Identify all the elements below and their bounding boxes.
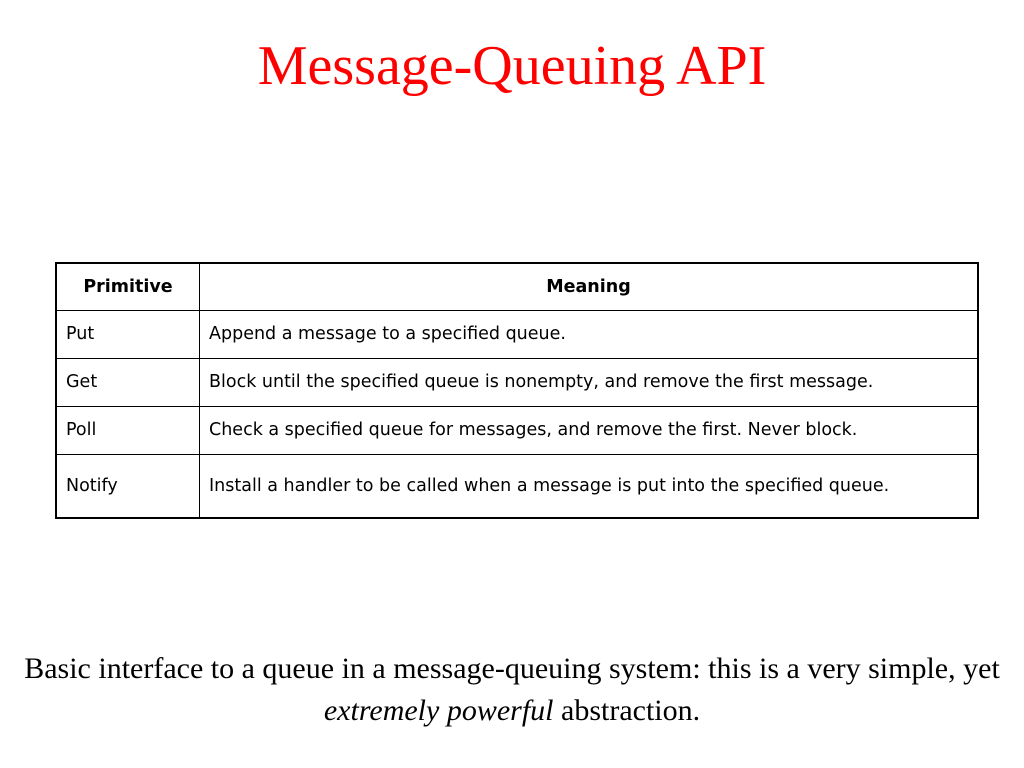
header-meaning: Meaning bbox=[200, 263, 979, 311]
caption-text-before: Basic interface to a queue in a message-queuing system: this is a very simple, yet bbox=[24, 652, 1000, 685]
row-primitive-put: Put bbox=[56, 311, 200, 359]
caption-text-after: abstraction. bbox=[553, 694, 701, 727]
table-header-row bbox=[56, 263, 978, 311]
api-table-container bbox=[55, 262, 979, 519]
caption-emphasis: extremely powerful bbox=[323, 694, 554, 727]
api-table bbox=[55, 262, 979, 519]
row-meaning-put: Append a message to a specified queue. bbox=[200, 311, 979, 359]
table-row bbox=[56, 407, 978, 455]
row-primitive-poll: Poll bbox=[56, 407, 200, 455]
table-row bbox=[56, 359, 978, 407]
row-meaning-poll: Check a specified queue for messages, and remove the first. Never block. bbox=[200, 407, 979, 455]
table-row bbox=[56, 311, 978, 359]
slide-caption bbox=[20, 648, 1004, 732]
row-meaning-get: Block until the specified queue is nonempty, and remove the first message. bbox=[200, 359, 979, 407]
header-primitive: Primitive bbox=[56, 263, 200, 311]
row-primitive-notify: Notify bbox=[56, 455, 200, 519]
slide-title: Message-Queuing API bbox=[257, 35, 767, 97]
row-primitive-get: Get bbox=[56, 359, 200, 407]
table-row bbox=[56, 455, 978, 519]
row-meaning-notify: Install a handler to be called when a message is put into the specified queue. bbox=[200, 455, 979, 519]
